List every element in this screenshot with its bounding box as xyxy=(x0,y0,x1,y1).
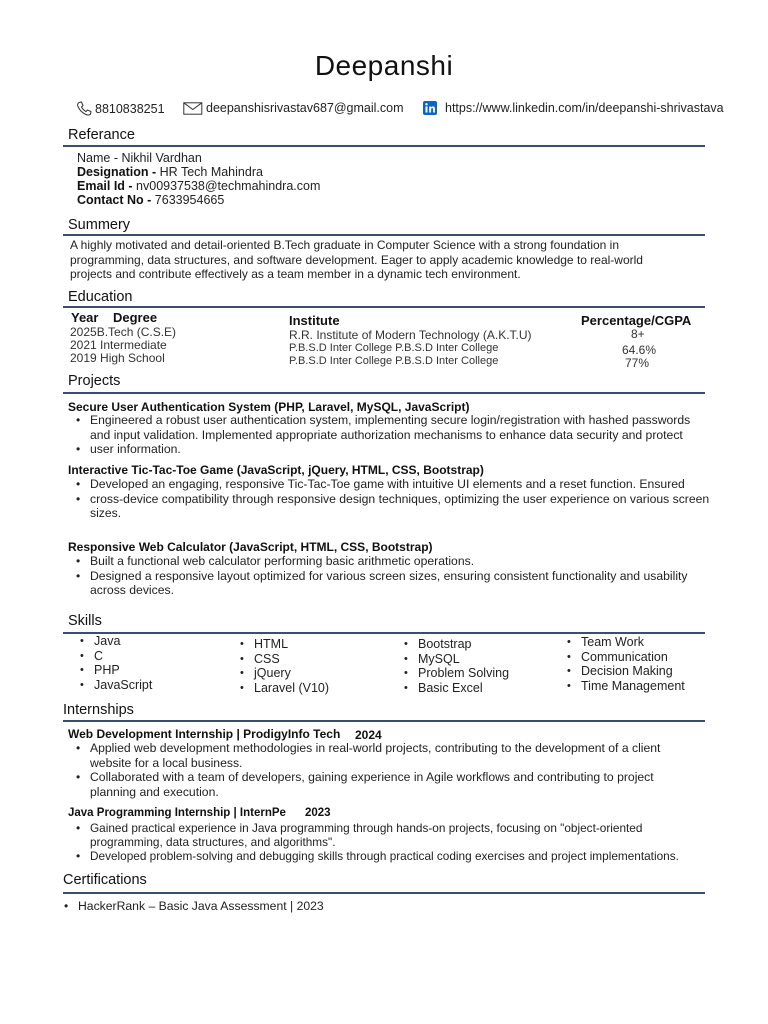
list-item: • Gained practical experience in Java programming through hands-on projects, focusing on "object-oriented xyxy=(70,821,730,835)
section-title-education: Education xyxy=(68,289,133,305)
contact-email xyxy=(183,101,404,115)
reference-name-value: - Nikhil Vardhan xyxy=(110,151,202,165)
list-item: • Designed a responsive layout optimized for various screen sizes, ensuring consistent functionality and usability xyxy=(70,569,730,584)
skill-item: • Basic Excel xyxy=(404,681,509,696)
section-divider xyxy=(63,392,705,394)
list-item: • Engineered a robust user authentication system, implementing secure login/registration with hashed passwords xyxy=(70,413,730,428)
education-year-degree: 2025B.Tech (C.S.E) xyxy=(70,325,177,339)
candidate-name: Deepanshi xyxy=(314,50,454,81)
education-header-year: Year xyxy=(71,310,99,325)
reference-contact xyxy=(77,193,224,207)
certification-list xyxy=(58,899,458,914)
list-item: • Collaborated with a team of developers, gaining experience in Agile workflows and contributing to project xyxy=(70,770,730,785)
education-year-degree: 2019 High School xyxy=(70,351,165,365)
skills-column-2 xyxy=(240,637,329,695)
skills-column-4 xyxy=(567,635,685,693)
reference-designation xyxy=(77,165,263,179)
contact-phone xyxy=(76,101,165,116)
skill-item: • C xyxy=(80,649,152,664)
skill-item: • Team Work xyxy=(567,635,685,650)
section-title-certifications: Certifications xyxy=(63,872,147,888)
internship-bullets xyxy=(70,741,730,799)
list-item: • Built a functional web calculator performing basic arithmetic operations. xyxy=(70,554,730,569)
section-divider xyxy=(63,720,705,722)
section-divider xyxy=(63,306,705,308)
internship-year: 2023 xyxy=(305,807,331,819)
section-divider xyxy=(63,632,705,634)
list-item: • Developed problem-solving and debugging skills through practical coding exercises and project implementations. xyxy=(70,849,730,863)
skill-item: • Java xyxy=(80,634,152,649)
project-bullets xyxy=(70,413,730,457)
list-item-continuation: website for a local business. xyxy=(90,755,243,770)
section-title-reference: Referance xyxy=(68,127,135,143)
email-link[interactable]: deepanshisrivastav687@gmail.com xyxy=(206,101,404,115)
skill-item: • Time Management xyxy=(567,679,685,694)
reference-contact-value: 7633954665 xyxy=(151,193,225,207)
internship-title: Web Development Internship | ProdigyInfo Tech xyxy=(68,727,341,741)
section-title-projects: Projects xyxy=(68,373,121,389)
reference-email-value[interactable]: nv00937538@techmahindra.com xyxy=(132,179,321,193)
reference-name xyxy=(77,151,202,165)
reference-name-label: Name xyxy=(77,151,111,165)
skills-column-3 xyxy=(404,637,509,695)
section-divider xyxy=(63,145,705,147)
project-title: Interactive Tic-Tac-Toe Game (JavaScript, jQuery, HTML, CSS, Bootstrap) xyxy=(68,463,484,477)
section-title-internships: Internships xyxy=(63,702,134,718)
list-item-continuation: planning and execution. xyxy=(90,784,219,799)
internship-title: Java Programming Internship | InternPe xyxy=(68,807,286,819)
education-score: 8+ xyxy=(631,327,645,341)
education-score: 64.6% xyxy=(622,343,657,357)
linkedin-icon xyxy=(423,101,437,115)
project-title: Secure User Authentication System (PHP, Laravel, MySQL, JavaScript) xyxy=(68,400,470,414)
phone-icon xyxy=(76,101,92,116)
reference-contact-label: Contact No - xyxy=(77,193,152,207)
list-item: • HackerRank – Basic Java Assessment | 2023 xyxy=(58,899,458,914)
list-item-continuation: across devices. xyxy=(90,583,174,597)
reference-email-label: Email Id - xyxy=(77,179,133,193)
skill-item: • Problem Solving xyxy=(404,666,509,681)
list-item: • cross-device compatibility through responsive design techniques, optimizing the user experience on various screen xyxy=(70,492,740,507)
project-bullets xyxy=(70,554,730,598)
skill-item: • Bootstrap xyxy=(404,637,509,652)
summary-text xyxy=(70,238,720,282)
reference-email xyxy=(77,179,320,193)
section-divider xyxy=(63,234,705,236)
project-title: Responsive Web Calculator (JavaScript, HTML, CSS, Bootstrap) xyxy=(68,540,433,554)
list-item: • Developed an engaging, responsive Tic-Tac-Toe game with intuitive UI elements and a reset function. Ensured xyxy=(70,477,740,492)
skill-item: • Laravel (V10) xyxy=(240,681,329,696)
education-institute: P.B.S.D Inter College P.B.S.D Inter College xyxy=(289,355,499,367)
linkedin-link[interactable]: https://www.linkedin.com/in/deepanshi-shrivastava xyxy=(445,101,724,115)
skill-item: • JavaScript xyxy=(80,678,152,693)
phone-number[interactable]: 8810838251 xyxy=(95,101,165,116)
summary-line: programming, data structures, and software development. Eager to apply academic knowledge to real-world xyxy=(70,252,643,267)
internship-year: 2024 xyxy=(355,728,382,742)
education-institute: R.R. Institute of Modern Technology (A.K.T.U) xyxy=(289,328,532,342)
skill-item: • HTML xyxy=(240,637,329,652)
education-year-degree: 2021 Intermediate xyxy=(70,338,167,352)
summary-line: projects and contribute effectively as a team member in a dynamic tech environment. xyxy=(70,267,521,281)
reference-designation-label: Designation - xyxy=(77,165,157,179)
list-item: • Applied web development methodologies in real-world projects, contributing to the development of a client xyxy=(70,741,730,756)
list-item-continuation: sizes. xyxy=(90,506,122,520)
skills-column-1 xyxy=(80,634,152,692)
skill-item: • Communication xyxy=(567,650,685,665)
list-item-continuation: and input validation. Implemented appropriate authorization mechanisms to enhance data security and protect xyxy=(90,427,683,442)
education-score: 77% xyxy=(625,356,650,370)
list-item-continuation: programming, data structures, and algorithms". xyxy=(90,835,336,849)
contact-linkedin xyxy=(423,101,724,115)
section-title-skills: Skills xyxy=(68,613,102,629)
list-item: • user information. xyxy=(70,442,730,457)
skill-item: • jQuery xyxy=(240,666,329,681)
education-header-institute: Institute xyxy=(289,313,340,328)
education-header-percentage: Percentage/CGPA xyxy=(581,313,692,328)
reference-designation-value: HR Tech Mahindra xyxy=(156,165,263,179)
education-institute: P.B.S.D Inter College P.B.S.D Inter College xyxy=(289,342,499,354)
summary-line: A highly motivated and detail-oriented B.Tech graduate in Computer Science with a strong foundation in xyxy=(70,238,619,252)
skill-item: • PHP xyxy=(80,663,152,678)
project-bullets xyxy=(70,477,740,521)
skill-item: • Decision Making xyxy=(567,664,685,679)
skill-item: • CSS xyxy=(240,652,329,667)
section-title-summary: Summery xyxy=(68,217,131,233)
mail-icon xyxy=(183,102,203,115)
section-divider xyxy=(63,892,705,894)
internship-bullets xyxy=(70,821,730,863)
education-header-degree: Degree xyxy=(113,310,158,325)
skill-item: • MySQL xyxy=(404,652,509,667)
